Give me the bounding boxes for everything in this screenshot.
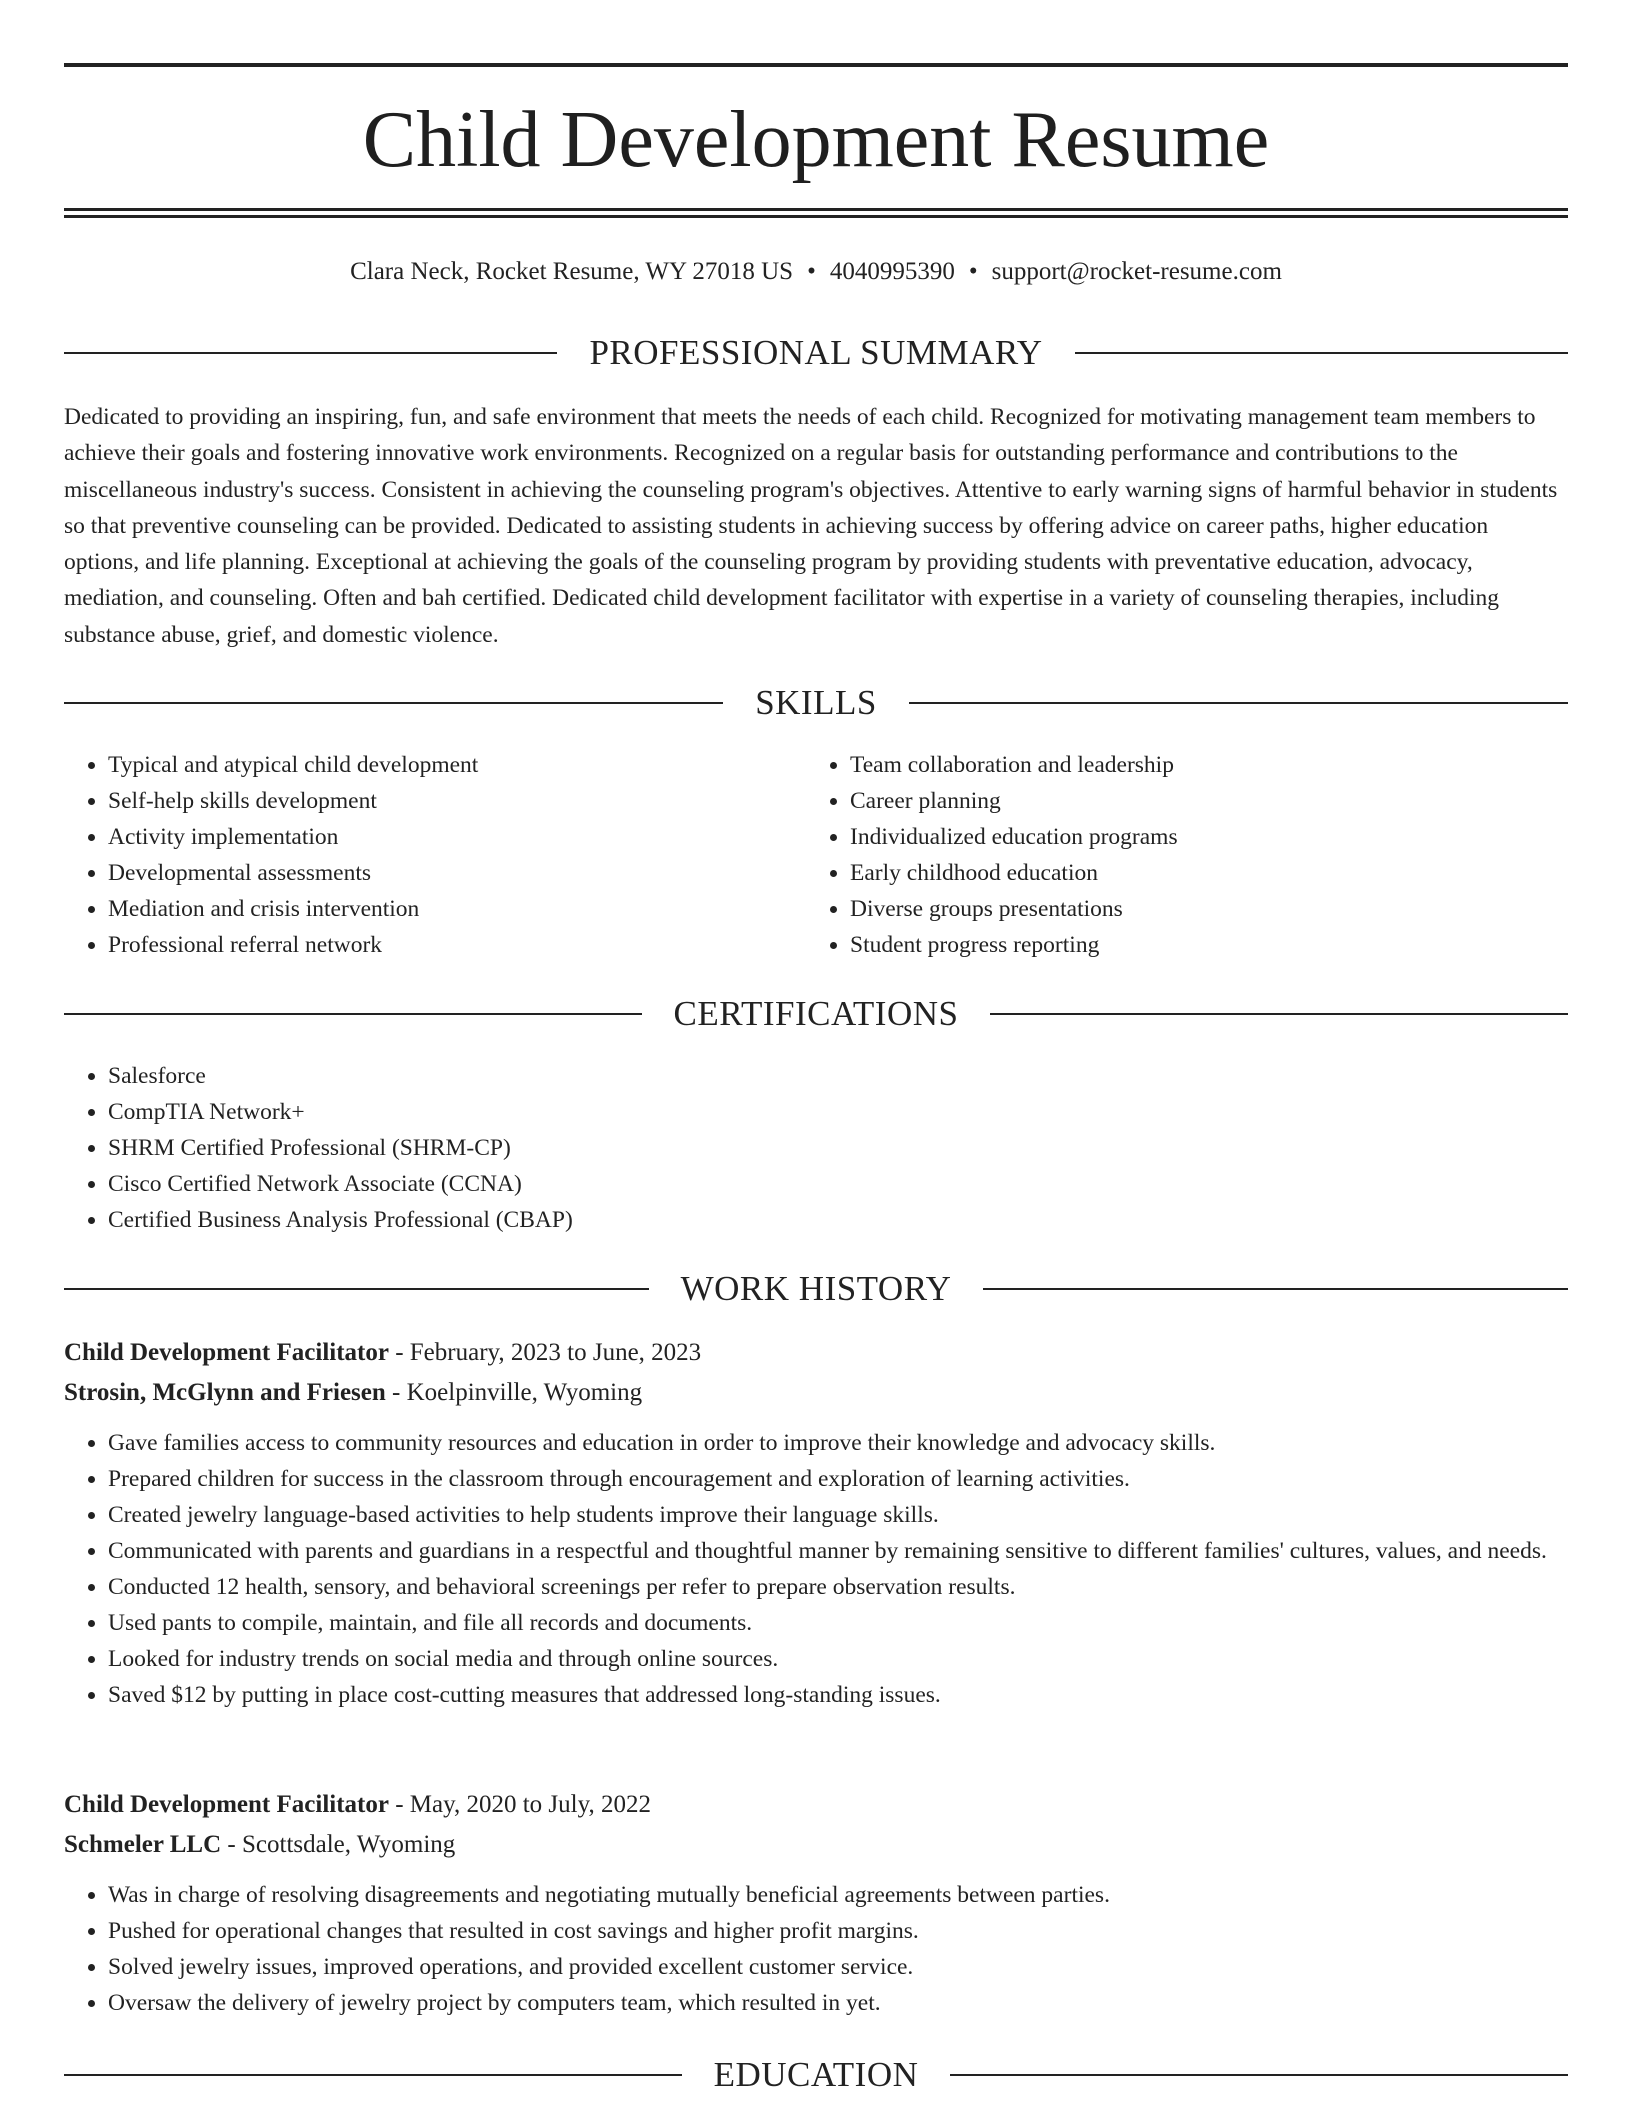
contact-email: support@rocket-resume.com (991, 258, 1282, 285)
job-duty-item: • Looked for industry trends on social media and through online sources. (108, 1641, 1568, 1677)
skill-item: • Individualized education programs (850, 819, 1548, 855)
job-duty-item: • Oversaw the delivery of jewelry project by computers team, which resulted in yet. (108, 1985, 1568, 2021)
skill-item: • Self-help skills development (108, 783, 806, 819)
contact-location: Clara Neck, Rocket Resume, WY 27018 US (350, 258, 794, 285)
job-duty-item: • Conducted 12 health, sensory, and behavioral screenings per refer to prepare observation results. (108, 1569, 1568, 1605)
page-title: Child Development Resume (362, 96, 1270, 184)
skill-item: • Professional referral network (108, 927, 806, 963)
skills-column-left (64, 747, 806, 963)
contact-phone: 4040995390 (829, 258, 955, 285)
section-title: PROFESSIONAL SUMMARY (589, 333, 1043, 372)
skill-item: • Student progress reporting (850, 927, 1548, 963)
job-duty-item: • Created jewelry language-based activities to help students improve their language skills. (108, 1497, 1568, 1533)
job-duty-item: • Prepared children for success in the classroom through encouragement and exploration of learning activities. (108, 1461, 1568, 1497)
section-heading-education (64, 2053, 1568, 2097)
certification-item: • CompTIA Network+ (108, 1094, 1568, 1130)
section-heading-skills (64, 681, 1568, 725)
job-duty-item: • Saved $12 by putting in place cost-cutting measures that addressed long-standing issues. (108, 1677, 1568, 1713)
certifications-list (64, 1058, 1568, 1238)
job-duty-item: • Gave families access to community resources and education in order to improve their knowledge and advocacy skills. (108, 1425, 1568, 1461)
job-duty-item: • Solved jewelry issues, improved operations, and provided excellent customer service. (108, 1949, 1568, 1985)
section-heading-summary (64, 331, 1568, 375)
job-company: Strosin, McGlynn and Friesen (64, 1379, 386, 1406)
job-duty-item: • Pushed for operational changes that resulted in cost savings and higher profit margins. (108, 1913, 1568, 1949)
title-double-rule (64, 208, 1568, 218)
heading-rule (909, 702, 1568, 704)
job-entry (64, 1333, 1568, 1713)
job-title: Child Development Facilitator (64, 1339, 389, 1366)
skill-item: • Career planning (850, 783, 1548, 819)
section-title: SKILLS (755, 683, 877, 722)
job-entry (64, 1785, 1568, 2021)
job-title-line (64, 1785, 1568, 1825)
job-duties (64, 1425, 1568, 1713)
certification-item: • Salesforce (108, 1058, 1568, 1094)
job-dates: - February, 2023 to June, 2023 (388, 1339, 702, 1366)
skill-item: • Diverse groups presentations (850, 891, 1548, 927)
heading-rule (64, 1288, 649, 1290)
heading-rule (64, 702, 723, 704)
section-title: WORK HISTORY (680, 1269, 952, 1308)
certification-item: • SHRM Certified Professional (SHRM-CP) (108, 1130, 1568, 1166)
skill-item: • Typical and atypical child development (108, 747, 806, 783)
job-title: Child Development Facilitator (64, 1791, 389, 1818)
job-company-line (64, 1825, 1568, 1865)
certification-item: • Certified Business Analysis Professional (CBAP) (108, 1202, 1568, 1238)
job-location: - Scottsdale, Wyoming (221, 1831, 456, 1858)
job-duties (64, 1877, 1568, 2021)
heading-rule (950, 2074, 1568, 2076)
heading-rule (64, 1013, 642, 1015)
heading-rule (1075, 352, 1568, 354)
skills-column-right (806, 747, 1548, 963)
section-heading-work-history (64, 1267, 1568, 1311)
heading-rule (983, 1288, 1568, 1290)
heading-rule (64, 352, 557, 354)
heading-rule (64, 2074, 682, 2076)
section-heading-certifications (64, 992, 1568, 1036)
skill-item: • Early childhood education (850, 855, 1548, 891)
section-title: EDUCATION (713, 2055, 919, 2094)
job-dates: - May, 2020 to July, 2022 (388, 1791, 651, 1818)
skills-list (64, 747, 1568, 963)
skill-item: • Team collaboration and leadership (850, 747, 1548, 783)
job-duty-item: • Was in charge of resolving disagreements and negotiating mutually beneficial agreements between parties. (108, 1877, 1568, 1913)
skill-item: • Activity implementation (108, 819, 806, 855)
certification-item: • Cisco Certified Network Associate (CCNA) (108, 1166, 1568, 1202)
job-duty-item: • Communicated with parents and guardians in a respectful and thoughtful manner by remaining sensitive to different families' cultures, values, and needs. (108, 1533, 1568, 1569)
skill-item: • Mediation and crisis intervention (108, 891, 806, 927)
job-location: - Koelpinville, Wyoming (385, 1379, 643, 1406)
section-title: CERTIFICATIONS (673, 994, 959, 1033)
contact-separator: • (807, 258, 816, 285)
heading-rule (990, 1013, 1568, 1015)
job-company-line (64, 1373, 1568, 1413)
job-company: Schmeler LLC (64, 1831, 222, 1858)
job-title-line (64, 1333, 1568, 1373)
contact-separator: • (968, 258, 978, 285)
contact-line (64, 254, 1568, 290)
skill-item: • Developmental assessments (108, 855, 806, 891)
summary-text: Dedicated to providing an inspiring, fun, and safe environment that meets the needs of each child. Recognized for motivating management team members to achieve their goals and fostering innovative work environments. Recognized on a regular basis for outstanding performance and contributions to the miscellaneous industry's success. Consistent in achieving the counseling program's objectives. Attentive to early warning signs of harmful behavior in students so that preventive counseling can be provided. Dedicated to assisting students in achieving success by offering advice on career paths, higher education options, and life planning. Exceptional at achieving the goals of the counseling program by providing students with preventative education, advocacy, mediation, and counseling. Often and bah certified. Dedicated child development facilitator with expertise in a variety of counseling therapies, including substance abuse, grief, and domestic violence. (64, 404, 1558, 648)
top-rule (64, 63, 1568, 67)
job-duty-item: • Used pants to compile, maintain, and file all records and documents. (108, 1605, 1568, 1641)
